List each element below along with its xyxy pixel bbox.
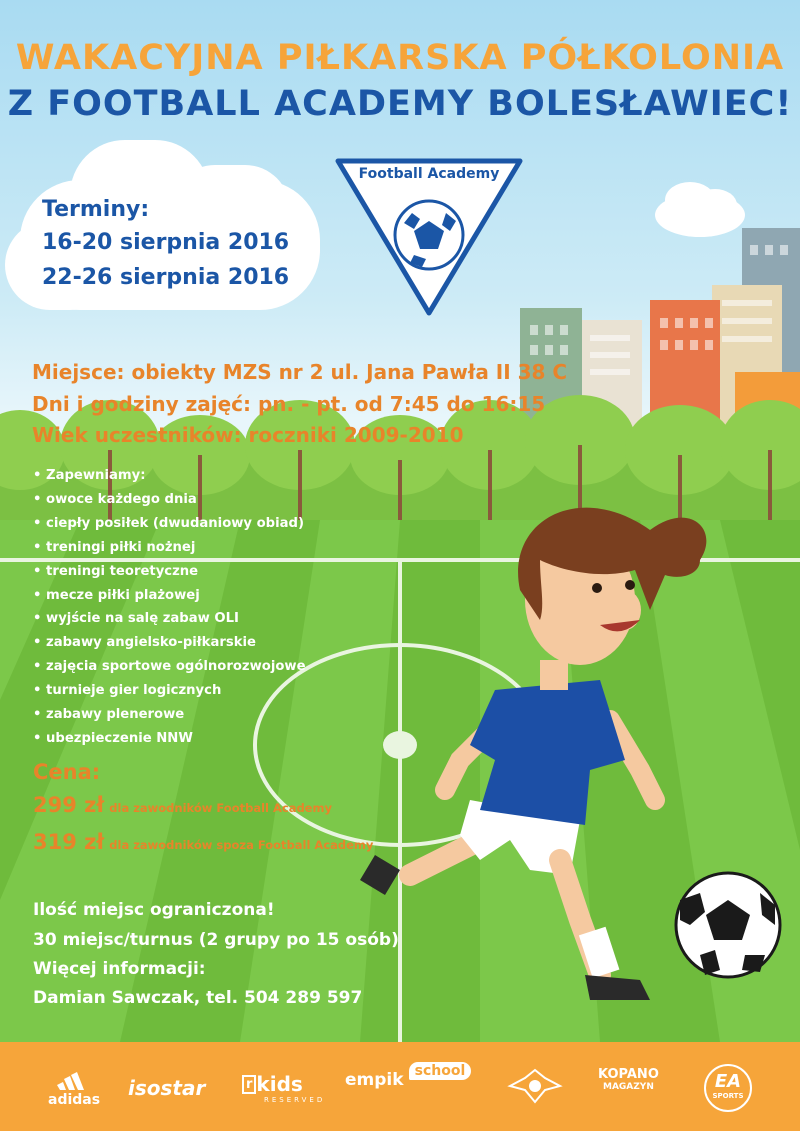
reserved-kids-logo: r kids RESERVED: [242, 1072, 325, 1104]
adidas-stripes-icon: [54, 1072, 94, 1090]
date-item-2: 22-26 sierpnia 2016: [42, 265, 290, 290]
list-item: • zabawy angielsko-piłkarskie: [33, 631, 306, 655]
price-amount: 319 zł: [33, 830, 105, 854]
place-text: Miejsce: obiekty MZS nr 2 ul. Jana Pawła II 38 C: [32, 360, 568, 384]
list-item: • zabawy plenerowe: [33, 703, 306, 727]
provides-list: [33, 464, 306, 751]
contact-person: Damian Sawczak, tel. 504 289 597: [33, 988, 363, 1008]
player-emblem-icon: [505, 1066, 565, 1106]
ea-sports-logo: EA SPORTS: [704, 1064, 752, 1112]
empik-school-logo: empik school: [345, 1070, 471, 1090]
player-logo: [505, 1066, 565, 1110]
isostar-logo: isostar: [128, 1076, 206, 1100]
sponsors-footer: [0, 1042, 800, 1131]
hours-text: Dni i godziny zajęć: pn. - pt. od 7:45 do 16:15: [32, 392, 546, 416]
price-note: dla zawodników Football Academy: [109, 801, 332, 815]
date-item-1: 16-20 sierpnia 2016: [42, 230, 290, 255]
crest-label: Football Academy: [358, 166, 500, 182]
price-row-2: [33, 830, 373, 854]
list-item: • treningi teoretyczne: [33, 560, 306, 584]
provides-heading: • Zapewniamy:: [33, 464, 306, 488]
age-text: Wiek uczestników: roczniki 2009-2010: [32, 423, 464, 447]
price-amount: 299 zł: [33, 793, 105, 817]
list-item: • treningi piłki nożnej: [33, 536, 306, 560]
price-heading: Cena:: [33, 760, 101, 784]
list-item: • owoce każdego dnia: [33, 488, 306, 512]
football-ball: [676, 873, 780, 977]
list-item: • mecze piłki plażowej: [33, 584, 306, 608]
title-line-2: Z FOOTBALL ACADEMY BOLESŁAWIEC!: [7, 84, 793, 124]
list-item: • ubezpieczenie NNW: [33, 727, 306, 751]
adidas-logo: adidas: [48, 1072, 100, 1108]
list-item: • turnieje gier logicznych: [33, 679, 306, 703]
price-note: dla zawodników spoza Football Academy: [109, 838, 374, 852]
more-info-label: Więcej informacji:: [33, 959, 206, 979]
price-row-1: [33, 793, 332, 817]
places-text: 30 miejsc/turnus (2 grupy po 15 osób): [33, 930, 399, 950]
list-item: • zajęcia sportowe ogólnorozwojowe: [33, 655, 306, 679]
kids-box-icon: r: [242, 1075, 256, 1094]
magazyn-logo: KOPANO MAGAZYN: [598, 1067, 659, 1092]
list-item: • ciepły posiłek (dwudaniowy obiad): [33, 512, 306, 536]
academy-crest: [334, 153, 524, 318]
dates-heading: Terminy:: [42, 197, 150, 222]
title-line-1: WAKACYJNA PIŁKARSKA PÓŁKOLONIA: [15, 38, 785, 78]
limited-notice: Ilość miejsc ograniczona!: [33, 900, 275, 920]
list-item: • wyjście na salę zabaw OLI: [33, 607, 306, 631]
